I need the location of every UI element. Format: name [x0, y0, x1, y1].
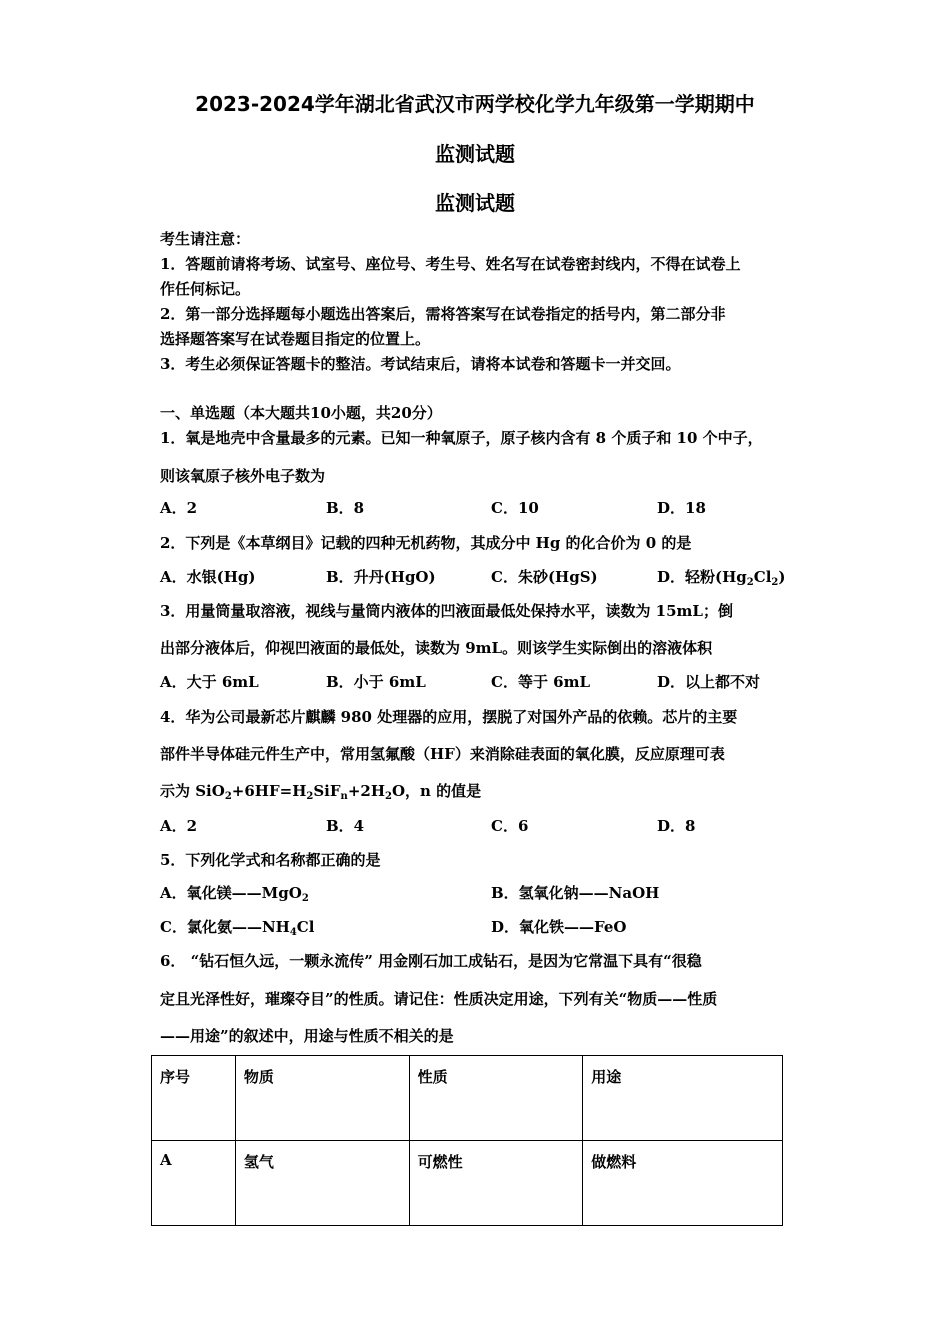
q4-option-a: A．2 [160, 817, 198, 835]
q4-stem-line3: 示为 $SiO_2+6HF=H_2SiF_n+2H_2O$，n 的值是 [160, 782, 482, 802]
section-heading: 一、单选题（本大题共10小题，共20分） [160, 404, 442, 422]
q5-stem: 5．下列化学式和名称都正确的是 [160, 851, 381, 869]
q1-option-d: D．18 [657, 499, 706, 517]
q4-option-d: D．8 [657, 817, 696, 835]
q3-stem-line2: 出部分液体后，仰视凹液面的最低处，读数为 9mL。则该学生实际倒出的溶液体积 [160, 639, 713, 657]
table-row [152, 1141, 783, 1226]
table-header-cell: 物质 [235, 1056, 409, 1141]
q2-option-d: D．轻粉$(Hg_2Cl_2)$ [657, 568, 786, 588]
q3-option-c: C．等于 6mL [491, 673, 591, 691]
q1-option-a: A．2 [160, 499, 198, 517]
table-header-cell: 序号 [152, 1056, 236, 1141]
q3-option-d: D．以上都不对 [657, 673, 761, 691]
exam-title-line1: 2023-2024学年湖北省武汉市两学校化学九年级第一学期期中 [195, 92, 755, 116]
exam-title-line2: 监测试题 [435, 142, 515, 166]
q4-stem-line1: 4．华为公司最新芯片麒麟 980 处理器的应用，摆脱了对国外产品的依赖。芯片的主要 [160, 708, 738, 726]
q1-stem-line2: 则该氧原子核外电子数为 [160, 467, 326, 485]
notice-item2-line1: 2．第一部分选择题每小题选出答案后，需将答案写在试卷指定的括号内，第二部分非 [160, 305, 726, 323]
notice-heading: 考生请注意： [160, 230, 251, 248]
table-header-cell: 性质 [409, 1056, 583, 1141]
q6-stem-line2: 定且光泽性好，璀璨夺目”的性质。请记住：性质决定用途，下列有关“物质——性质 [160, 990, 718, 1008]
table-cell: 氢气 [235, 1141, 409, 1226]
q2-option-b: B．升丹(HgO) [326, 568, 436, 586]
q2-option-a: A．水银(Hg) [160, 568, 256, 586]
q6-table [151, 1055, 783, 1226]
q5-option-a: A．氧化镁——MgO$_2$ [160, 884, 309, 904]
q4-option-b: B．4 [326, 817, 365, 835]
q1-option-c: C．10 [491, 499, 539, 517]
q4-stem-line2: 部件半导体硅元件生产中，常用氢氟酸（HF）来消除硅表面的氧化膜，反应原理可表 [160, 745, 725, 763]
q2-option-c: C．朱砂(HgS) [491, 568, 598, 586]
q3-stem-line1: 3．用量筒量取溶液，视线与量筒内液体的凹液面最低处保持水平，读数为 15mL；倒 [160, 602, 733, 620]
exam-title-line3: 监测试题 [435, 191, 515, 215]
table-cell: 做燃料 [583, 1141, 783, 1226]
table-cell: A [152, 1141, 236, 1226]
table-header-cell: 用途 [583, 1056, 783, 1141]
q1-option-b: B．8 [326, 499, 365, 517]
q6-stem-line1: 6． “钻石恒久远，一颗永流传” 用金刚石加工成钻石，是因为它常温下具有“很稳 [160, 952, 702, 970]
q1-stem-line1: 1．氧是地壳中含量最多的元素。已知一种氧原子，原子核内含有 8 个质子和 10 个中子， [160, 429, 763, 447]
q5-option-b: B．氢氧化钠——NaOH [491, 884, 660, 902]
notice-item3: 3．考生必须保证答题卡的整洁。考试结束后，请将本试卷和答题卡一并交回。 [160, 355, 681, 373]
table-header-row [152, 1056, 783, 1141]
notice-item1-line1: 1．答题前请将考场、试室号、座位号、考生号、姓名写在试卷密封线内，不得在试卷上 [160, 255, 741, 273]
q6-stem-line3: ——用途”的叙述中，用途与性质不相关的是 [160, 1027, 454, 1045]
q2-stem: 2．下列是《本草纲目》记载的四种无机药物，其成分中 Hg 的化合价为 0 的是 [160, 534, 692, 552]
q5-option-c: C．氯化氨$——NH_4Cl$ [160, 918, 315, 938]
q3-option-b: B．小于 6mL [326, 673, 426, 691]
q3-option-a: A．大于 6mL [160, 673, 259, 691]
q4-option-c: C．6 [491, 817, 529, 835]
q5-option-d: D．氧化铁——FeO [491, 918, 627, 936]
table-cell: 可燃性 [409, 1141, 583, 1226]
notice-item1-line2: 作任何标记。 [160, 280, 251, 298]
notice-item2-line2: 选择题答案写在试卷题目指定的位置上。 [160, 330, 431, 348]
